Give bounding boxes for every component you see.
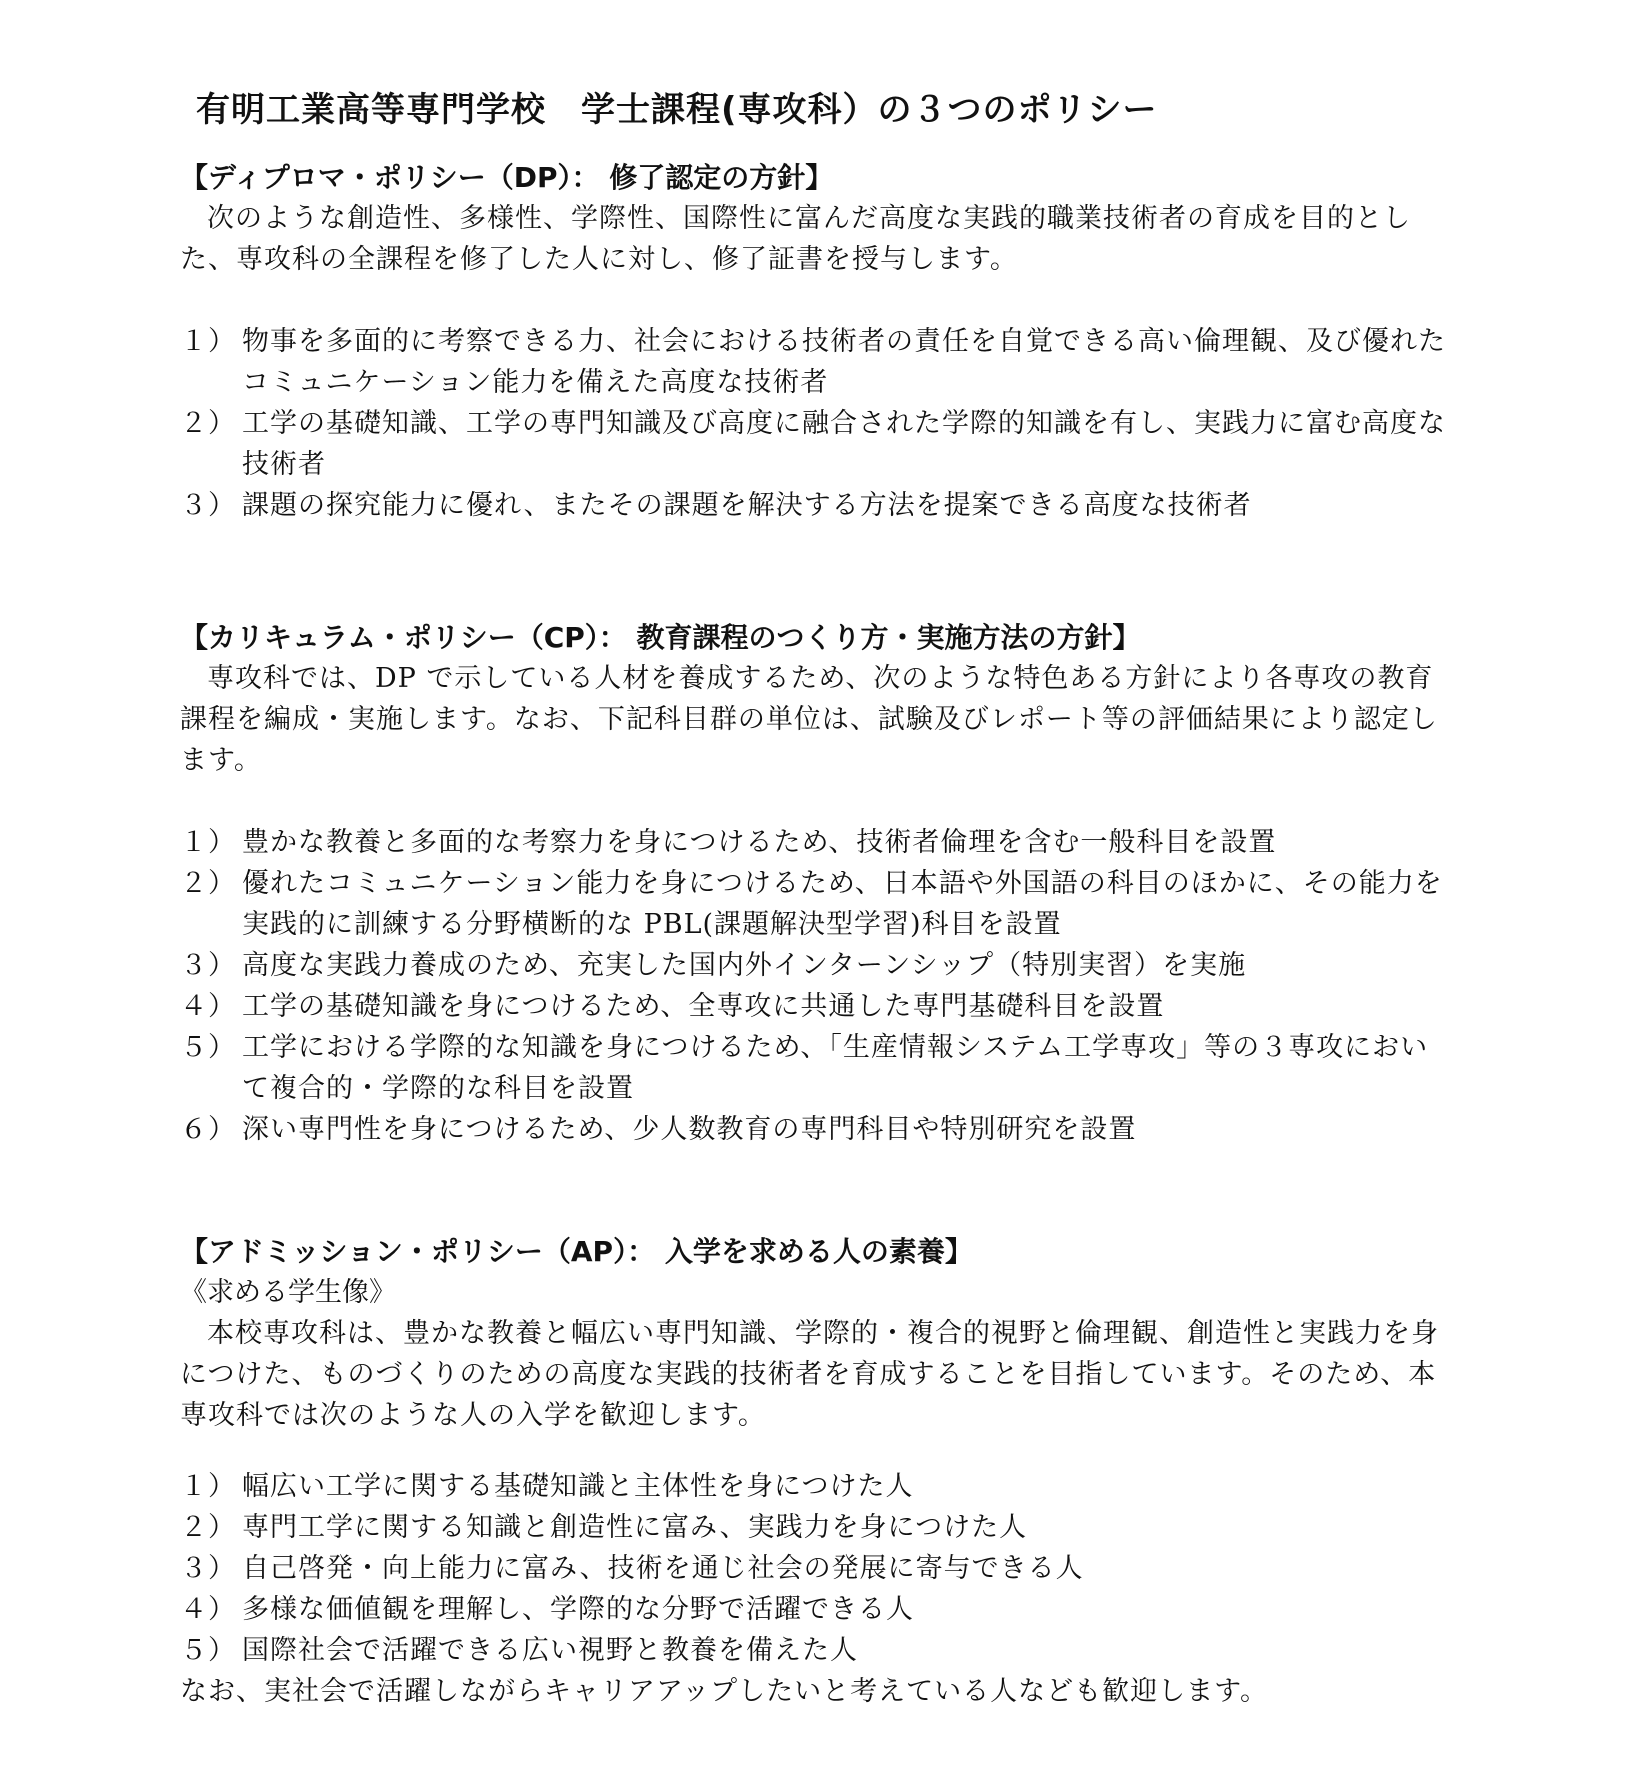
list-item xyxy=(180,1109,1450,1150)
list-item-text: 物事を多面的に考察できる力、社会における技術者の責任を自覚できる高い倫理観、及び優れたコミュニケーション能力を備えた高度な技術者 xyxy=(242,326,1446,398)
list-item-number: ３） xyxy=(180,1553,236,1584)
list-item xyxy=(180,863,1450,945)
dp-heading: 【ディプロマ・ポリシー（DP）： 修了認定の方針】 xyxy=(180,161,834,194)
spacer xyxy=(180,280,1450,321)
list-item-text: 工学の基礎知識、工学の専門知識及び高度に融合された学際的知識を有し、実践力に富む高度な技術者 xyxy=(242,408,1446,480)
cp-section xyxy=(180,618,1450,1150)
list-item-number: ５） xyxy=(180,1032,236,1063)
list-item xyxy=(180,321,1450,403)
ap-heading: 【アドミッション・ポリシー（AP）： 入学を求める人の素養】 xyxy=(180,1235,973,1268)
list-item xyxy=(180,822,1450,863)
list-item-text: 工学における学際的な知識を身につけるため、「生産情報システム工学専攻」等の３専攻において複合的・学際的な科目を設置 xyxy=(242,1032,1429,1104)
list-item-text: 自己啓発・向上能力に富み、技術を通じ社会の発展に寄与できる人 xyxy=(242,1553,1084,1584)
list-item xyxy=(180,1027,1450,1109)
list-item-text: 国際社会で活躍できる広い視野と教養を備えた人 xyxy=(242,1635,858,1666)
ap-subheading: 《求める学生像》 xyxy=(180,1277,396,1308)
list-item-number: ６） xyxy=(180,1114,236,1145)
list-item xyxy=(180,986,1450,1027)
spacer xyxy=(180,781,1450,822)
list-item-text: 多様な価値観を理解し、学際的な分野で活躍できる人 xyxy=(242,1594,914,1625)
list-item-text: 工学の基礎知識を身につけるため、全専攻に共通した専門基礎科目を設置 xyxy=(242,991,1165,1022)
list-item-number: ３） xyxy=(180,950,236,981)
cp-intro: 専攻科では、DP で示している人材を養成するため、次のような特色ある方針により各専攻の教育課程を編成・実施します。なお、下記科目群の単位は、試験及びレポート等の評価結果により認定します。 xyxy=(180,663,1438,776)
dp-section xyxy=(180,158,1450,526)
list-item-text: 課題の探究能力に優れ、またその課題を解決する方法を提案できる高度な技術者 xyxy=(242,490,1252,521)
ap-section xyxy=(180,1232,1450,1712)
ap-closing: なお、実社会で活躍しながらキャリアアップしたいと考えている人なども歓迎します。 xyxy=(180,1676,1268,1707)
list-item-text: 幅広い工学に関する基礎知識と主体性を身につけた人 xyxy=(242,1471,914,1502)
list-item-number: ２） xyxy=(180,1512,236,1543)
list-item-text: 専門工学に関する知識と創造性に富み、実践力を身につけた人 xyxy=(242,1512,1028,1543)
spacer xyxy=(180,1436,1450,1466)
list-item-text: 深い専門性を身につけるため、少人数教育の専門科目や特別研究を設置 xyxy=(242,1114,1137,1145)
dp-list xyxy=(180,321,1450,526)
list-item xyxy=(180,945,1450,986)
list-item xyxy=(180,1466,1450,1507)
list-item xyxy=(180,403,1450,485)
ap-intro: 本校専攻科は、豊かな教養と幅広い専門知識、学際的・複合的視野と倫理観、創造性と実践力を身につけた、ものづくりのための高度な実践的技術者を育成することを目指しています。そのため、本専攻科では次のような人の入学を歓迎します。 xyxy=(180,1318,1439,1431)
list-item-number: ２） xyxy=(180,408,236,439)
dp-intro: 次のような創造性、多様性、学際性、国際性に富んだ高度な実践的職業技術者の育成を目的とした、専攻科の全課程を修了した人に対し、修了証書を授与します。 xyxy=(180,203,1411,275)
list-item-number: ２） xyxy=(180,868,236,899)
list-item-number: １） xyxy=(180,326,236,357)
list-item-number: ４） xyxy=(180,991,236,1022)
cp-heading: 【カリキュラム・ポリシー（CP）： 教育課程のつくり方・実施方法の方針】 xyxy=(180,621,1141,654)
list-item-number: １） xyxy=(180,827,236,858)
list-item-number: ３） xyxy=(180,490,236,521)
cp-list xyxy=(180,822,1450,1150)
list-item xyxy=(180,1630,1450,1671)
list-item-text: 優れたコミュニケーション能力を身につけるため、日本語や外国語の科目のほかに、その能力を実践的に訓練する分野横断的な PBL(課題解決型学習)科目を設置 xyxy=(242,868,1443,940)
list-item xyxy=(180,485,1450,526)
list-item xyxy=(180,1589,1450,1630)
list-item-text: 豊かな教養と多面的な考察力を身につけるため、技術者倫理を含む一般科目を設置 xyxy=(242,827,1277,858)
ap-list xyxy=(180,1466,1450,1671)
list-item-text: 高度な実践力養成のため、充実した国内外インターンシップ（特別実習）を実施 xyxy=(242,950,1247,981)
page-title: 有明工業高等専門学校 学士課程(専攻科）の３つのポリシー xyxy=(196,90,1158,130)
list-item xyxy=(180,1548,1450,1589)
list-item-number: ５） xyxy=(180,1635,236,1666)
list-item-number: ４） xyxy=(180,1594,236,1625)
list-item-number: １） xyxy=(180,1471,236,1502)
list-item xyxy=(180,1507,1450,1548)
